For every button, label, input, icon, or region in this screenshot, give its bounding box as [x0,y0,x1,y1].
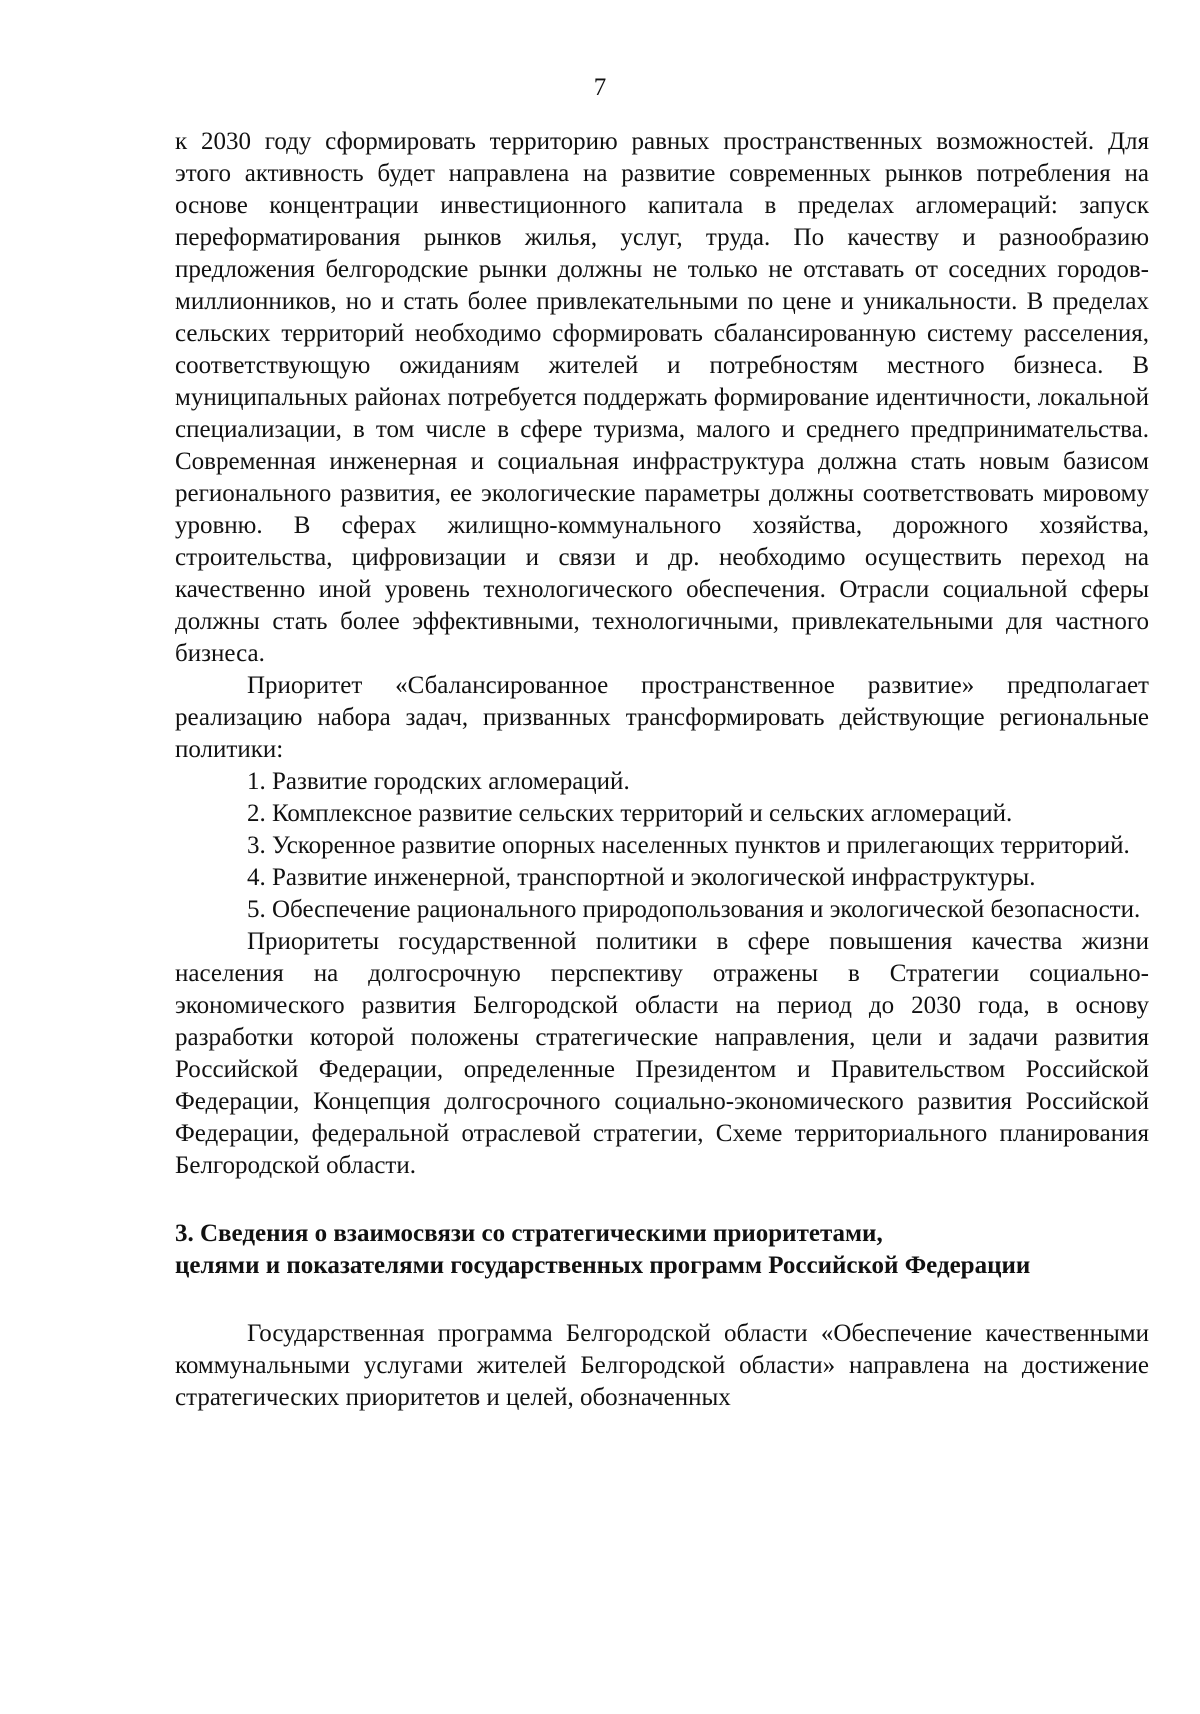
paragraph-state-policy: Приоритеты государственной политики в сфере повышения качества жизни населения на долгосрочную перспективу отражены в Стратегии социально-экономического развития Белгородской области на период до 2030 года, в основу разработки которой положены стратегические направления, цели и задачи развития Российской Федерации, определенные Президентом и Правительством Российской Федерации, Концепция долгосрочного социально-экономического развития Российской Федерации, федеральной отраслевой стратегии, Схеме территориального планирования Белгородской области. [175,928,1149,1179]
paragraph-continuation: к 2030 году сформировать территорию равных пространственных возможностей. Для этого активность будет направлена на развитие современных рынков потребления на основе концентрации инвестиционного капитала в пределах агломераций: запуск переформатирования рынков жилья, услуг, труда. По качеству и разнообразию предложения белгородские рынки должны не только не отставать от соседних городов-миллионников, но и стать более привлекательными по цене и уникальности. В пределах сельских территорий необходимо сформировать сбалансированную систему расселения, соответствующую ожиданиям жителей и потребностям местного бизнеса. В муниципальных районах потребуется поддержать формирование идентичности, локальной специализации, в том числе в сфере туризма, малого и среднего предпринимательства. Современная инженерная и социальная инфраструктура должна стать новым базисом регионального развития, ее экологические параметры должны соответствовать мировому уровню. В сферах жилищно-коммунального хозяйства, дорожного хозяйства, строительства, цифровизации и связи и др. необходимо осуществить переход на качественно иной уровень технологического обеспечения. Отрасли социальной сферы должны стать более эффективными, технологичными, привлекательными для частного бизнеса. [175,128,1149,667]
list-item-5: 5. Обеспечение рационального природопользования и экологической безопасности. [247,896,1141,923]
document-body [175,126,1149,1414]
spacer [175,1182,1149,1218]
page-number: 7 [593,74,607,101]
list-item-3: 3. Ускоренное развитие опорных населенных пунктов и прилегающих территорий. [247,832,1130,859]
section-heading-line-2: целями и показателями государственных программ Российской Федерации [175,1252,1031,1279]
list-item-2: 2. Комплексное развитие сельских территорий и сельских агломераций. [247,800,1013,827]
paragraph-priority: Приоритет «Сбалансированное пространственное развитие» предполагает реализацию набора задач, призванных трансформировать действующие региональные политики: [175,672,1149,763]
paragraph-state-program: Государственная программа Белгородской области «Обеспечение качественными коммунальными услугами жителей Белгородской области» направлена на достижение стратегических приоритетов и целей, обозначенных [175,1320,1149,1411]
spacer [175,1282,1149,1318]
section-heading-line-1: 3. Сведения о взаимосвязи со стратегическими приоритетами, [175,1220,883,1247]
list-item-4: 4. Развитие инженерной, транспортной и экологической инфраструктуры. [247,864,1036,891]
list-item-1: 1. Развитие городских агломераций. [247,768,630,795]
